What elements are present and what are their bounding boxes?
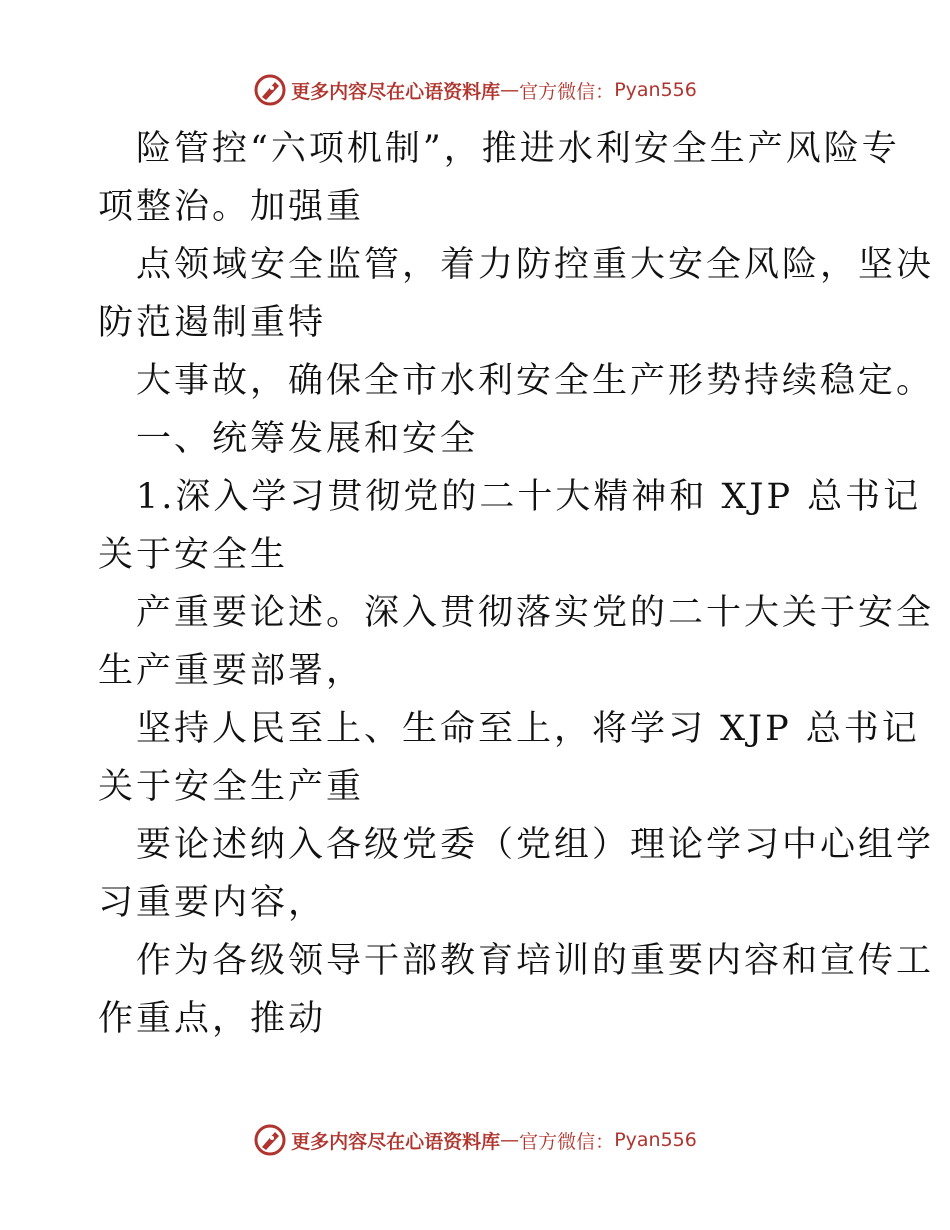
banner-contact-label: 官方微信：: [519, 80, 615, 103]
text-line: 险管控“六项机制”，推进水利安全生产风险专: [136, 129, 900, 169]
text-line: 项整治。加强重: [98, 187, 365, 227]
pen-nib-icon: [253, 1123, 287, 1157]
text-line: 产重要论述。深入贯彻落实党的二十大关于安全: [136, 593, 935, 633]
text-line: 生产重要部署，: [98, 651, 365, 691]
banner-contact-value: Pyan556: [614, 1129, 697, 1151]
text-line: 点领域安全监管，着力防控重大安全风险，坚决: [136, 245, 935, 285]
text-line: 大事故，确保全市水利安全生产形势持续稳定。: [136, 361, 935, 401]
text-line: 要论述纳入各级党委（党组）理论学习中心组学: [136, 825, 935, 865]
text-line: 关于安全生: [98, 535, 289, 575]
section-heading: 一、统筹发展和安全: [136, 419, 479, 459]
banner-contact-value: Pyan556: [614, 79, 697, 101]
text-line: 关于安全生产重: [98, 767, 365, 807]
header-banner: [0, 68, 950, 112]
text-line: 作为各级领导干部教育培训的重要内容和宣传工: [136, 941, 935, 981]
banner-brand: 更多内容尽在心语资料库: [291, 1130, 501, 1153]
footer-banner: [0, 1118, 950, 1162]
banner-separator: —: [500, 79, 520, 101]
text-line: 作重点，推动: [98, 999, 327, 1039]
text-line: 习重要内容，: [98, 883, 327, 923]
banner-separator: —: [500, 1129, 520, 1151]
pen-nib-icon: [253, 73, 287, 107]
text-line: 防范遏制重特: [98, 303, 327, 343]
banner-brand: 更多内容尽在心语资料库: [291, 80, 501, 103]
text-line: 坚持人民至上、生命至上，将学习 XJP 总书记: [136, 709, 920, 749]
text-line: 1.深入学习贯彻党的二十大精神和 XJP 总书记: [136, 477, 922, 517]
banner-contact-label: 官方微信：: [519, 1130, 615, 1153]
